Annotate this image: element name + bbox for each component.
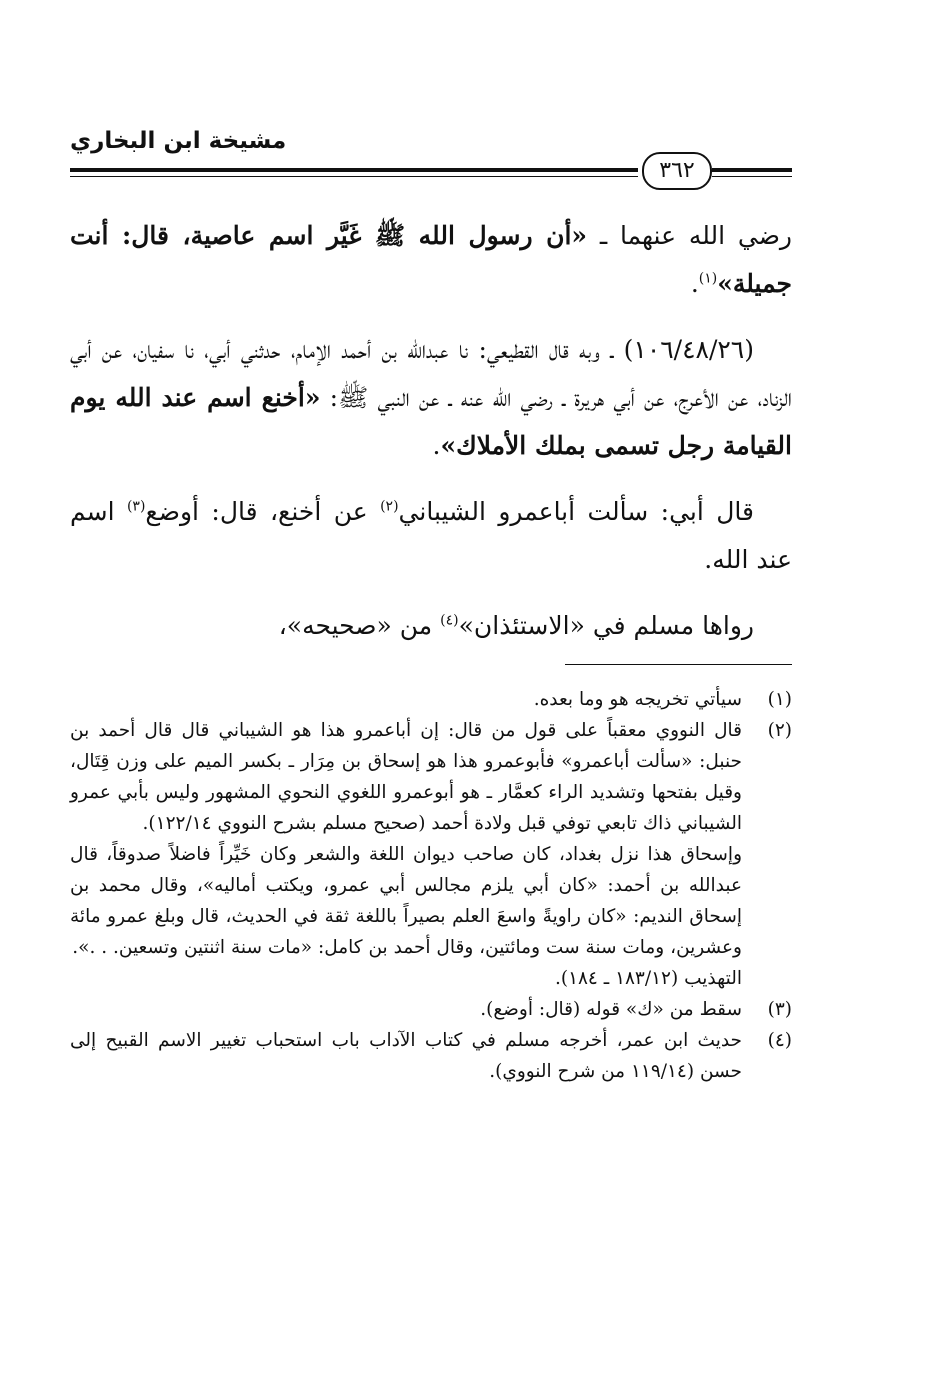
- footnotes: [70, 684, 792, 1087]
- footnote-text: حديث ابن عمر، أخرجه مسلم في كتاب الآداب باب استحباب تغيير الاسم القبيح إلى حسن (١١٩/١٤ من شرح النووي).: [70, 1030, 742, 1082]
- footnote-ref-4: (٤): [440, 612, 459, 629]
- footnote-number: (١): [767, 689, 792, 710]
- p1-hadith-text: «أن رسول الله ﷺ غَيَّر اسم عاصية، قال: أنت جميلة»: [70, 221, 792, 298]
- p3-text-b: عن أخنع، قال: أوضع: [145, 497, 381, 526]
- p3-text-c: اسم عند الله.: [70, 497, 792, 574]
- paragraph-3: [70, 488, 792, 584]
- footnote-2: [70, 715, 792, 994]
- footnote-number: (٢): [767, 720, 792, 741]
- footnote-body: [70, 994, 742, 1025]
- page-number: ٣٦٢: [642, 152, 712, 190]
- main-text: [70, 212, 792, 668]
- footnote-ref-3: (٣): [126, 498, 146, 515]
- footnote-4: [70, 1025, 792, 1087]
- header-rule-right-thin: [712, 176, 792, 177]
- header-rule-right-thick: [712, 168, 792, 172]
- header-rule-thin: [70, 176, 638, 177]
- p3-text-a: قال أبي: سألت أباعمرو الشيباني: [398, 497, 754, 526]
- p4-text-b: من «صحيحه»،: [278, 611, 441, 640]
- paragraph-2: [70, 326, 792, 470]
- footnote-ref-1: (١): [698, 270, 718, 287]
- footnote-text: قال النووي معقباً على قول من قال: إن أباعمرو هذا هو الشيباني قال قال أحمد بن حنبل: «سألت أباعمرو» فأبوعمرو هذا هو إسحاق بن مِرَار ـ بكسر الميم على وزن قِتَال، وقيل بفتحها وتشديد الراء كعمَّار ـ هو أبوعمرو اللغوي النحوي المشهور وليس بأبي عمرو الشيباني ذاك تابعي توفي قبل ولادة أحمد (صحيح مسلم بشرح النووي ١٢٢/١٤).: [70, 720, 742, 834]
- p2-hadith-text: «أخنع اسم عند الله يوم القيامة رجل تسمى بملك الأملاك»: [70, 383, 792, 460]
- page-header: [70, 128, 792, 188]
- paragraph-1: [70, 212, 792, 308]
- p2-text: (١٠٦/٤٨/٢٦) ـ وبه قال القطيعي: نا عبدالله بن أحمد الإمام، حدثني أبي، نا سفيان، عن أبي الزناد، عن الأعرج، عن أبي هريرة ـ رضي الله عنه ـ عن النبي ﷺ:: [70, 335, 792, 412]
- footnote-ref-2: (٢): [380, 498, 399, 515]
- p1-end: .: [690, 269, 699, 298]
- footnote-body: [70, 1025, 742, 1087]
- footnote-text: سقط من «ك» قوله (قال: أوضع).: [480, 999, 742, 1020]
- p1-text: رضي الله عنهما ـ: [587, 221, 792, 250]
- footnote-body: [70, 715, 742, 994]
- p2-end: .: [432, 431, 441, 460]
- footnote-3: [70, 994, 792, 1025]
- footnote-text: سيأتي تخريجه هو وما بعده.: [533, 689, 742, 710]
- footnote-number: (٣): [767, 999, 792, 1020]
- paragraph-4: [70, 602, 792, 650]
- header-rule-thick: [70, 168, 638, 172]
- footnote-body: [70, 684, 742, 715]
- running-title: مشيخة ابن البخاري: [70, 128, 287, 154]
- footnote-separator: [565, 664, 792, 665]
- p4-text-a: رواها مسلم في «الاستئذان»: [458, 611, 754, 640]
- footnote-text: التهذيب (١٨٣/١٢ ـ ١٨٤).: [554, 968, 742, 989]
- footnote-text: وإسحاق هذا نزل بغداد، كان صاحب ديوان اللغة والشعر وكان خَيِّراً فاضلاً صدوقاً، قال عبدالله بن أحمد: «كان أبي يلزم مجالس أبي عمرو، ويكتب أماليه»، وقال محمد بن إسحاق النديم: «كان راويةً واسعَ العلم بصيراً باللغة ثقة في الحديث، قال وبلغ عمرو مائة وعشرين، ومات سنة ست ومائتين، وقال أحمد بن كامل: «مات سنة اثنتين وتسعين. . .».: [70, 844, 742, 958]
- footnote-number: (٤): [767, 1030, 792, 1051]
- footnote-1: [70, 684, 792, 715]
